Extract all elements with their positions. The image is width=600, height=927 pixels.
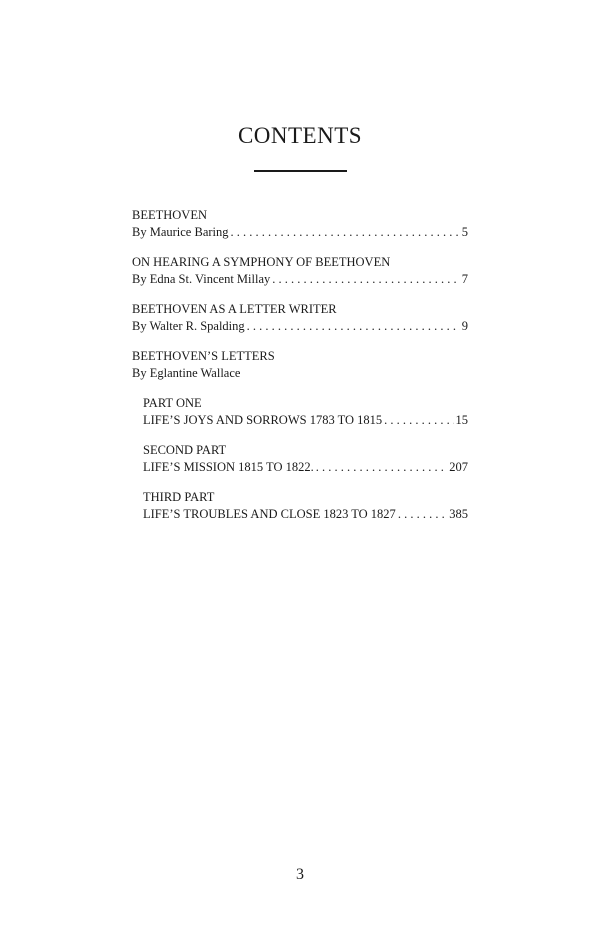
toc-entry-page: 5 <box>461 225 468 239</box>
toc-entry-page: 9 <box>461 319 468 333</box>
toc-entry <box>132 207 468 241</box>
toc-entry-line <box>132 318 468 335</box>
toc-entry <box>132 301 468 335</box>
title-divider <box>254 170 347 172</box>
toc-entry-title: BEETHOVEN’S LETTERS <box>132 349 275 363</box>
dot-leader <box>384 412 453 429</box>
toc-entry-author: By Maurice Baring <box>132 225 229 239</box>
toc-entry-author: By Walter R. Spalding <box>132 319 245 333</box>
toc-part <box>143 442 468 476</box>
toc-part-heading: THIRD PART <box>143 490 215 504</box>
dot-leader <box>247 318 460 335</box>
dot-leader <box>316 459 448 476</box>
toc-entry-page: 7 <box>461 272 468 286</box>
toc-entry-title: ON HEARING A SYMPHONY OF BEETHOVEN <box>132 255 391 269</box>
page-title: CONTENTS <box>237 123 363 148</box>
toc-entry-author: By Edna St. Vincent Millay <box>132 272 271 286</box>
toc-entry <box>132 348 468 382</box>
toc-part <box>143 395 468 429</box>
toc-part-heading: SECOND PART <box>143 443 227 457</box>
dot-leader <box>272 271 460 288</box>
toc-entry-title: BEETHOVEN AS A LETTER WRITER <box>132 302 337 316</box>
toc-entry-title: BEETHOVEN <box>132 208 207 222</box>
dot-leader <box>231 224 460 241</box>
toc-part-title: LIFE’S TROUBLES AND CLOSE 1823 TO 1827 <box>143 507 396 521</box>
toc-part-page: 207 <box>449 460 468 474</box>
page-number: 3 <box>296 866 304 883</box>
dot-leader <box>398 506 447 523</box>
toc-part <box>143 489 468 523</box>
toc-entry-author: By Eglantine Wallace <box>132 366 241 380</box>
toc-part-title: LIFE’S JOYS AND SORROWS 1783 TO 1815 <box>143 413 383 427</box>
toc-part-title: LIFE’S MISSION 1815 TO 1822. <box>143 460 314 474</box>
toc-part-line <box>143 459 468 476</box>
toc-part-line <box>143 412 468 429</box>
toc-entry-line <box>132 224 468 241</box>
table-of-contents <box>132 207 468 536</box>
toc-part-page: 15 <box>455 413 468 427</box>
toc-part-line <box>143 506 468 523</box>
toc-part-heading: PART ONE <box>143 396 202 410</box>
toc-entry <box>132 254 468 288</box>
toc-part-page: 385 <box>449 507 468 521</box>
toc-entry-line <box>132 271 468 288</box>
